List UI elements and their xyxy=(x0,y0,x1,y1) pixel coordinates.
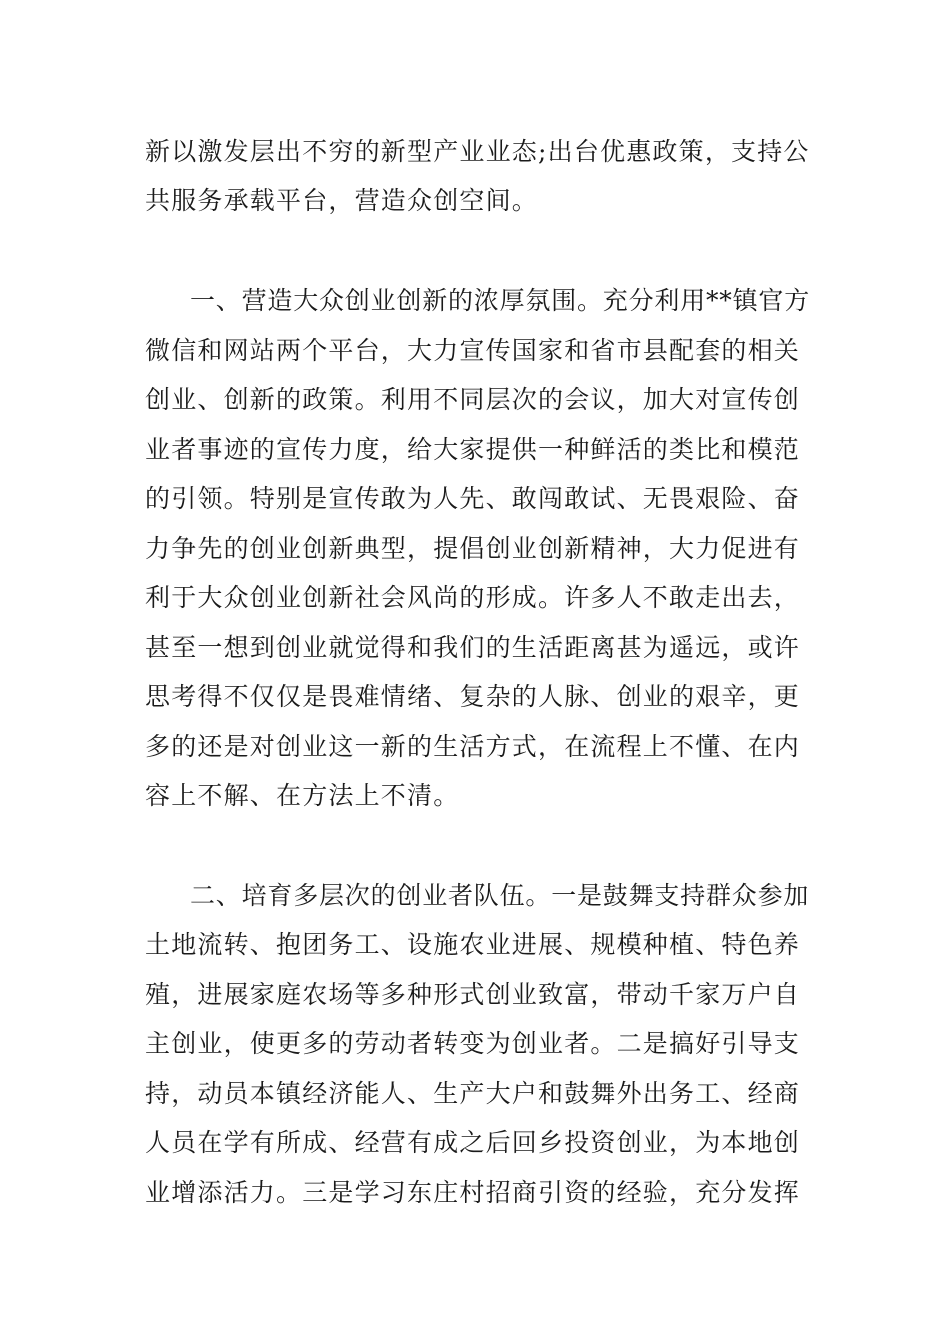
paragraph-2-line-1: 一、营造大众创业创新的浓厚氛围。充分利用**镇官方 xyxy=(190,286,811,315)
paragraph-2-line-6: 力争先的创业创新典型，提倡创业创新精神，大力促进有 xyxy=(145,534,801,563)
paragraph-2-line-7: 利于大众创业创新社会风尚的形成。许多人不敢走出去， xyxy=(145,583,801,612)
paragraph-3-line-1: 二、培育多层次的创业者队伍。一是鼓舞支持群众参加 xyxy=(190,881,810,910)
paragraph-2-line-11: 容上不解、在方法上不清。 xyxy=(145,781,460,810)
paragraph-3-line-5: 持，动员本镇经济能人、生产大户和鼓舞外出务工、经商 xyxy=(145,1079,801,1108)
paragraph-2-line-5: 的引领。特别是宣传敢为人先、敢闯敢试、无畏艰险、奋 xyxy=(145,484,801,513)
paragraph-3-line-3: 殖，进展家庭农场等多种形式创业致富，带动千家万户自 xyxy=(145,980,801,1009)
paragraph-1-line-2: 共服务承载平台，营造众创空间。 xyxy=(145,186,539,215)
paragraph-2-line-2: 微信和网站两个平台，大力宣传国家和省市县配套的相关 xyxy=(145,336,801,365)
paragraph-3-line-4: 主创业，使更多的劳动者转变为创业者。二是搞好引导支 xyxy=(145,1029,801,1058)
paragraph-2-line-8: 甚至一想到创业就觉得和我们的生活距离甚为遥远，或许 xyxy=(145,633,801,662)
paragraph-2-line-4: 业者事迹的宣传力度，给大家提供一种鲜活的类比和模范 xyxy=(145,435,801,464)
paragraph-3-line-7: 业增添活力。三是学习东庄村招商引资的经验，充分发挥 xyxy=(145,1178,801,1207)
paragraph-3-line-2: 土地流转、抱团务工、设施农业进展、规模种植、特色养 xyxy=(145,930,801,959)
paragraph-3-line-6: 人员在学有所成、经营有成之后回乡投资创业，为本地创 xyxy=(145,1128,801,1157)
paragraph-2-line-3: 创业、创新的政策。利用不同层次的会议，加大对宣传创 xyxy=(145,385,801,414)
paragraph-1-line-1: 新以激发层出不穷的新型产业业态;出台优惠政策，支持公 xyxy=(145,137,810,166)
paragraph-2-line-10: 多的还是对创业这一新的生活方式，在流程上不懂、在内 xyxy=(145,732,801,761)
paragraph-2-line-9: 思考得不仅仅是畏难情绪、复杂的人脉、创业的艰辛，更 xyxy=(145,682,801,711)
